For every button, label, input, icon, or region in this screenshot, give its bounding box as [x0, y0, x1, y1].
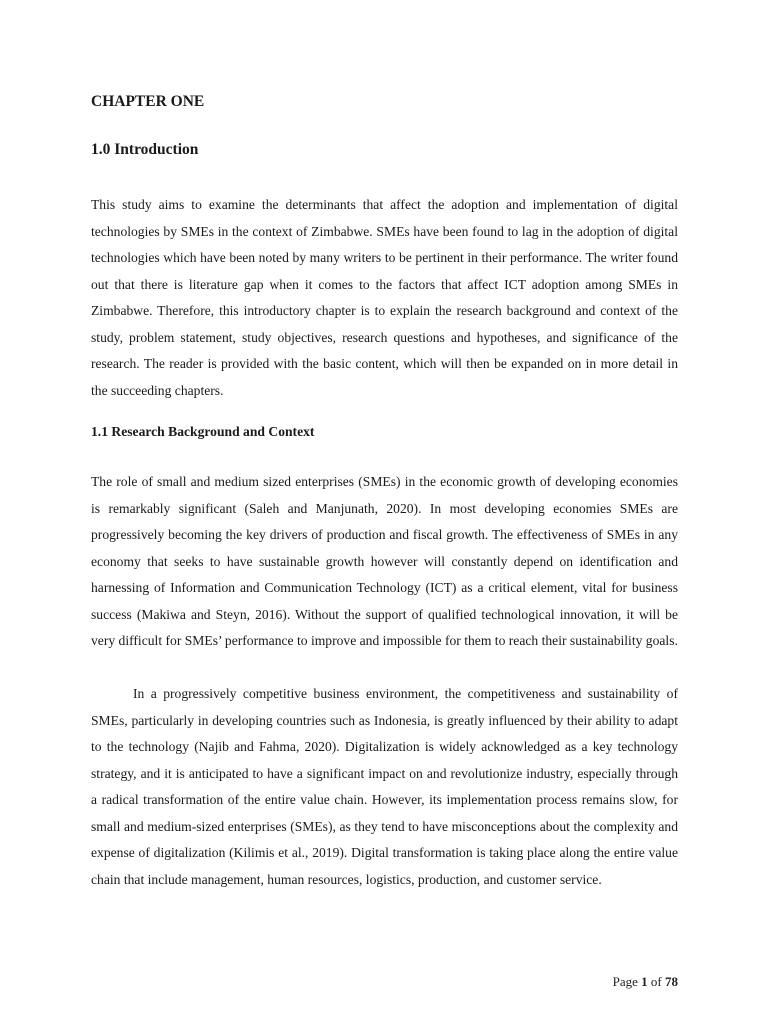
chapter-title: CHAPTER ONE	[91, 93, 205, 110]
background-paragraph-2: In a progressively competitive business environment, the competitiveness and sustainability of SMEs, particularly in developing countries such as Indonesia, is greatly influenced by their ability to adapt to the technology (Najib and Fahma, 2020). Digitalization is widely acknowledged as a key technology strategy, and it is anticipated to have a significant impact on and revolutionize industry, especially through a radical transformation of the entire value chain. However, its implementation process remains slow, for small and medium-sized enterprises (SMEs), as they tend to have misconceptions about the complexity and expense of digitalization (Kilimis et al., 2019). Digital transformation is taking place along the entire value chain that include management, human resources, logistics, production, and customer service.	[91, 686, 678, 887]
page-label: Page	[612, 974, 638, 989]
section-title: 1.0 Introduction	[91, 141, 199, 158]
of-label: of	[650, 974, 662, 989]
current-page-number: 1	[641, 974, 648, 989]
page-number-footer	[613, 974, 678, 990]
background-paragraph-1: The role of small and medium sized enterprises (SMEs) in the economic growth of developing economies is remarkably significant (Saleh and Manjunath, 2020). In most developing economies SMEs are progressively becoming the key drivers of production and fiscal growth. The effectiveness of SMEs in any economy that seeks to have sustainable growth however will constantly depend on identification and harnessing of Information and Communication Technology (ICT) as a critical element, vital for business success (Makiwa and Steyn, 2016). Without the support of qualified technological innovation, it will be very difficult for SMEs’ performance to improve and impossible for them to reach their sustainability goals.	[91, 474, 678, 648]
total-pages-number: 78	[665, 974, 678, 989]
subsection-title: 1.1 Research Background and Context	[91, 424, 315, 439]
intro-paragraph: This study aims to examine the determinants that affect the adoption and implementation of digital technologies by SMEs in the context of Zimbabwe. SMEs have been found to lag in the adoption of digital technologies which have been noted by many writers to be pertinent in their performance. The writer found out that there is literature gap when it comes to the factors that affect ICT adoption among SMEs in Zimbabwe. Therefore, this introductory chapter is to explain the research background and context of the study, problem statement, study objectives, research questions and hypotheses, and significance of the research. The reader is provided with the basic content, which will then be expanded on in more detail in the succeeding chapters.	[91, 197, 678, 398]
